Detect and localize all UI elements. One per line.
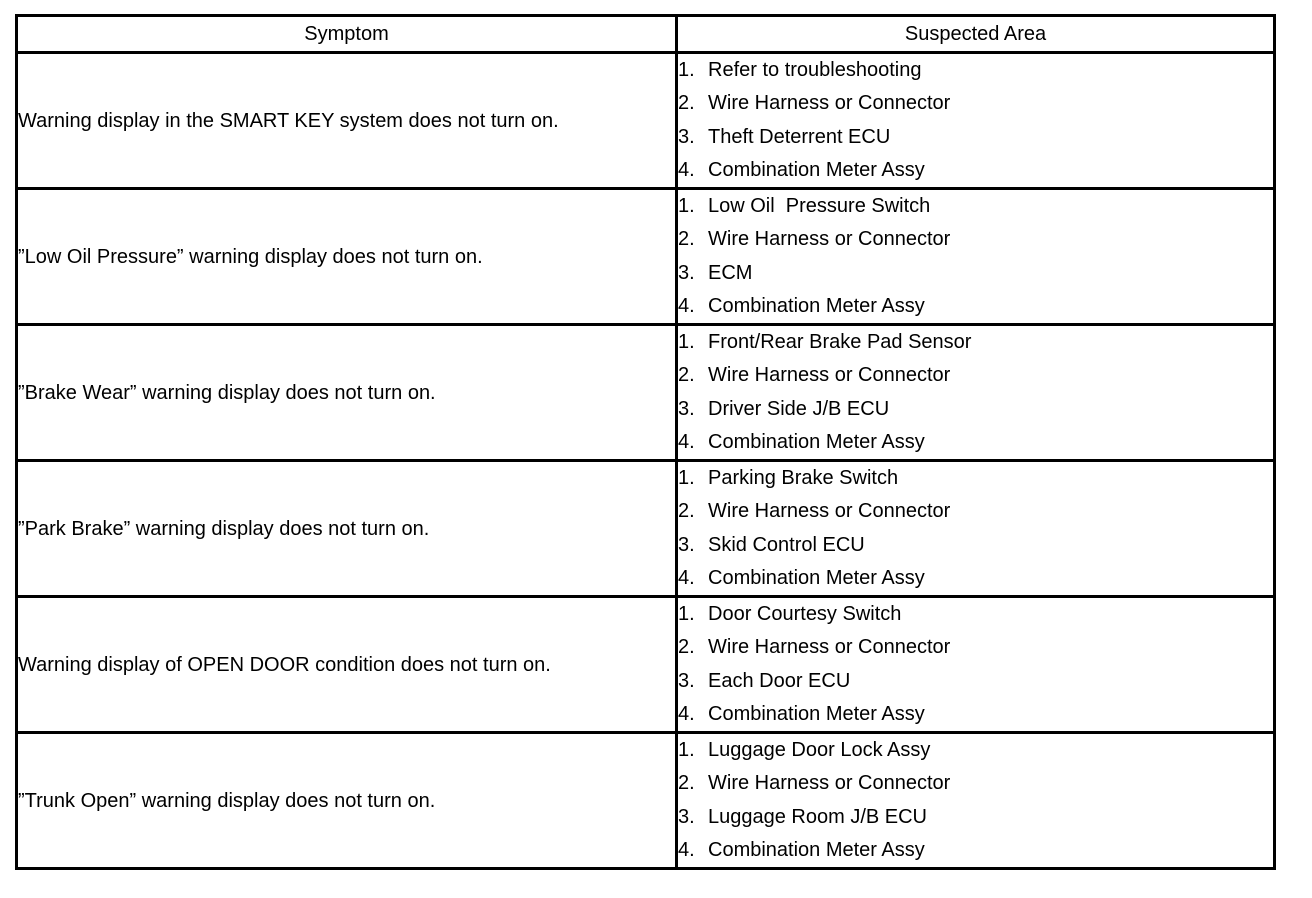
area-item-text: Luggage Door Lock Assy — [708, 739, 931, 761]
list-item — [678, 54, 1273, 87]
suspected-area-cell — [677, 597, 1275, 733]
area-item-text: Refer to troubleshooting — [708, 59, 922, 81]
area-item-number: 2. — [678, 92, 695, 115]
area-item-number: 2. — [678, 772, 695, 795]
area-item-text: Wire Harness or Connector — [708, 500, 951, 523]
area-item-text: Combination Meter Assy — [708, 294, 925, 317]
symptom-cell: ”Trunk Open” warning display does not turn on. — [17, 733, 677, 869]
list-item — [678, 223, 1273, 256]
suspected-area-cell — [677, 733, 1275, 869]
area-item-text: Wire Harness or Connector — [708, 364, 951, 387]
table-body — [17, 53, 1275, 869]
table-row — [17, 325, 1275, 461]
area-item-number: 2. — [678, 364, 695, 387]
area-item-text: Driver Side J/B ECU — [708, 397, 890, 420]
symptom-cell: ”Low Oil Pressure” warning display does not turn on. — [17, 189, 677, 325]
list-item — [678, 290, 1273, 323]
area-item-text: Each Door ECU — [708, 669, 851, 692]
area-item-text: Luggage Room J/B ECU — [708, 805, 928, 828]
list-item — [678, 801, 1273, 834]
list-item — [678, 154, 1273, 187]
list-item — [678, 834, 1273, 867]
area-item-text: Combination Meter Assy — [708, 158, 925, 181]
area-item-text: ECM — [708, 261, 753, 284]
area-item-text: Front/Rear Brake Pad Sensor — [708, 331, 972, 353]
area-item-number: 4. — [678, 566, 695, 589]
list-item — [678, 698, 1273, 731]
area-item-text: Parking Brake Switch — [708, 467, 899, 489]
suspected-area-list — [678, 598, 1273, 731]
area-item-number: 4. — [678, 702, 695, 725]
list-item — [678, 462, 1273, 495]
list-item — [678, 529, 1273, 562]
area-item-number: 4. — [678, 838, 695, 861]
area-item-number: 3. — [678, 125, 695, 148]
list-item — [678, 631, 1273, 664]
suspected-area-list — [678, 326, 1273, 459]
symptom-cell: ”Park Brake” warning display does not turn on. — [17, 461, 677, 597]
symptom-cell: Warning display in the SMART KEY system does not turn on. — [17, 53, 677, 189]
area-item-number: 1. — [678, 603, 695, 625]
area-item-number: 1. — [678, 331, 695, 353]
table-header-row — [17, 16, 1275, 53]
area-item-number: 3. — [678, 533, 695, 556]
area-item-number: 3. — [678, 669, 695, 692]
list-item — [678, 598, 1273, 631]
list-item — [678, 495, 1273, 528]
area-item-number: 1. — [678, 195, 695, 217]
area-item-text: Wire Harness or Connector — [708, 772, 951, 795]
area-item-number: 4. — [678, 294, 695, 317]
area-item-text: Wire Harness or Connector — [708, 228, 951, 251]
area-item-text: Wire Harness or Connector — [708, 636, 951, 659]
area-item-number: 4. — [678, 158, 695, 181]
table-row — [17, 189, 1275, 325]
suspected-area-list — [678, 190, 1273, 323]
table-row — [17, 597, 1275, 733]
area-item-number: 3. — [678, 261, 695, 284]
symptom-cell: Warning display of OPEN DOOR condition does not turn on. — [17, 597, 677, 733]
list-item — [678, 665, 1273, 698]
area-item-text: Skid Control ECU — [708, 533, 865, 556]
area-item-text: Door Courtesy Switch — [708, 603, 902, 625]
area-item-text: Combination Meter Assy — [708, 566, 925, 589]
area-item-number: 2. — [678, 500, 695, 523]
suspected-area-list — [678, 54, 1273, 187]
symptom-table — [15, 14, 1276, 870]
table-row — [17, 53, 1275, 189]
list-item — [678, 734, 1273, 767]
area-item-text: Combination Meter Assy — [708, 702, 925, 725]
table-row — [17, 461, 1275, 597]
area-item-number: 1. — [678, 59, 695, 81]
list-item — [678, 87, 1273, 120]
suspected-area-list — [678, 462, 1273, 595]
area-item-number: 3. — [678, 805, 695, 828]
area-item-text: Low Oil Pressure Switch — [708, 195, 931, 217]
suspected-area-cell — [677, 189, 1275, 325]
area-item-number: 2. — [678, 636, 695, 659]
area-item-text: Combination Meter Assy — [708, 838, 925, 861]
table-row — [17, 733, 1275, 869]
list-item — [678, 121, 1273, 154]
area-item-number: 4. — [678, 430, 695, 453]
area-item-number: 2. — [678, 228, 695, 251]
area-item-number: 1. — [678, 467, 695, 489]
list-item — [678, 767, 1273, 800]
area-item-text: Theft Deterrent ECU — [708, 125, 891, 148]
list-item — [678, 562, 1273, 595]
list-item — [678, 326, 1273, 359]
list-item — [678, 426, 1273, 459]
suspected-area-list — [678, 734, 1273, 867]
area-item-number: 3. — [678, 397, 695, 420]
header-suspected-area: Suspected Area — [677, 16, 1275, 53]
suspected-area-cell — [677, 53, 1275, 189]
area-item-text: Wire Harness or Connector — [708, 92, 951, 115]
list-item — [678, 257, 1273, 290]
list-item — [678, 190, 1273, 223]
list-item — [678, 359, 1273, 392]
suspected-area-cell — [677, 325, 1275, 461]
area-item-number: 1. — [678, 739, 695, 761]
header-symptom: Symptom — [17, 16, 677, 53]
suspected-area-cell — [677, 461, 1275, 597]
list-item — [678, 393, 1273, 426]
symptom-cell: ”Brake Wear” warning display does not turn on. — [17, 325, 677, 461]
area-item-text: Combination Meter Assy — [708, 430, 925, 453]
